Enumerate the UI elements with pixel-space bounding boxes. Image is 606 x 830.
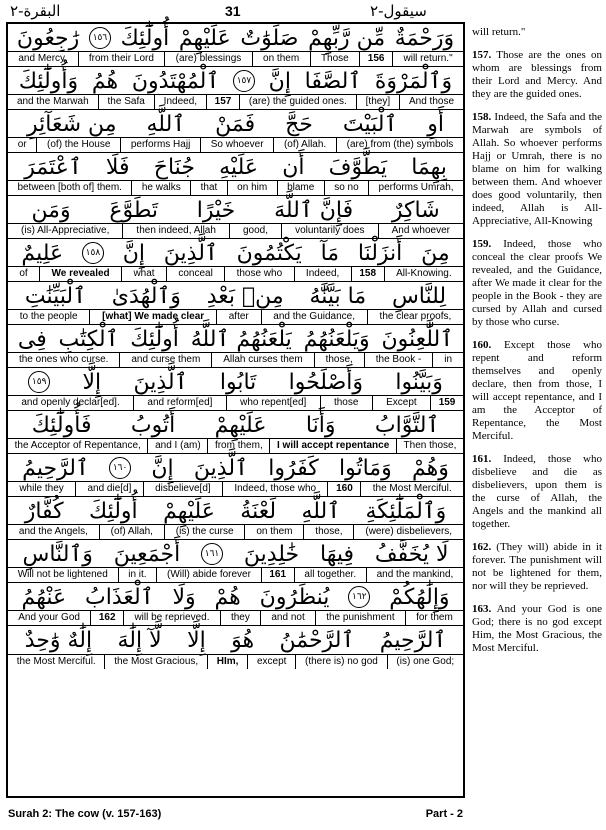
translation-commentary [472,26,602,665]
translation-word: the Book - [365,353,434,367]
verse-block [8,153,463,196]
translation-word: after [217,310,262,324]
arabic-word: ٱلرَّحِيمُ [379,627,447,653]
arabic-word: ٱلرَّحِيمُ [22,455,89,481]
commentary-paragraph [472,603,602,655]
arabic-word: ٱلتَّوَّابُ [374,412,440,438]
arabic-word: عَلَيْهِمْ [178,25,231,51]
commentary-paragraph [472,49,602,101]
verse-number-cell: 161 [262,568,295,582]
arabic-word: هُمُ [91,68,119,94]
translation-line [8,180,463,195]
commentary-text: Indeed, those who conceal the clear proofs We revealed, and the Guidance, after We made it clear for the people in the Book - they are cursed by Allah and cursed by those who curse. [472,238,602,328]
translation-word: what [122,267,167,281]
commentary-paragraph [472,541,602,593]
arabic-word: فَإِنَّ ٱللَّهَ [274,197,354,223]
translation-word: in it. [119,568,158,582]
arabic-word: ٱلْكِتَٰبِ [58,326,119,352]
commentary-text: And your God is one God; there is no god except Him, the Most Gracious, the Most Merciful. [472,603,602,654]
arabic-word: أَنزَلْنَا [357,240,403,266]
verse-number-marker: ١٥٦ [89,27,111,49]
translation-word: and not [261,611,316,625]
translation-word: And those [408,96,455,107]
arabic-word: أُولَٰٓئِكَ [120,25,170,51]
translation-word: Those [311,52,361,66]
arabic-word: عَنْهُمُ [21,584,67,610]
arabic-word: مِنۢ بَعْدِ [206,283,284,309]
arabic-word: وَأَصْلَحُوا [288,369,363,395]
arabic-word: جُنَاحَ [153,154,195,180]
arabic-word: إِلَّا [187,627,206,653]
page-number: 31 [225,3,241,19]
translation-word: that [191,181,228,195]
translation-word: on him [228,181,278,195]
translation-word: [what] We made clear [90,310,217,324]
translation-word: so no [325,181,369,195]
arabic-line [8,325,463,353]
translation-word: the Most Merciful. [372,483,452,494]
translation-word: good, [230,224,282,238]
translation-word: Indeed, those who [223,482,328,496]
verse-block [8,626,463,669]
commentary-paragraph [472,111,602,228]
translation-word: Indeed, [155,95,207,109]
translation-word: will be reprieved. [124,611,221,625]
arabic-word: عَلَيْهِمْ [214,412,267,438]
arabic-word: إِنَّ [151,455,174,481]
juz-name-header: سيقول-٢ [370,2,427,20]
arabic-word: لَا يُخَفَّفُ [374,541,449,567]
translation-word: on them [253,52,311,66]
arabic-word: يَلْعَنُهُمُ ٱللَّهُ [190,326,292,352]
translation-word: those who [225,267,294,281]
translation-word: voluntarily does [282,224,379,238]
translation-word: the ones who curse. [8,353,120,367]
arabic-word: أَجْمَعِينَ [113,541,181,567]
arabic-line [8,497,463,525]
arabic-line [8,239,463,267]
arabic-word: وَمَاتُوا [338,455,392,481]
translation-word: And whoever [391,225,450,236]
verse-block [8,368,463,411]
verse-block [8,325,463,368]
footer-part-label: Part - 2 [425,808,463,820]
translation-word: for them [416,612,453,623]
translation-word: Except [373,396,431,410]
arabic-word: لِلنَّاسِ [391,283,447,309]
verse-block [8,67,463,110]
arabic-word: كَفَرُوا [268,455,319,481]
arabic-word: وَيَلْعَنُهُمُ [303,326,370,352]
arabic-word: يَطَّوَّفَ [328,154,388,180]
commentary-verse-number: 157. [472,49,492,61]
translation-line [8,567,463,582]
translation-word: and Mercy. [8,52,79,66]
arabic-word: عَلِيمٌ [21,240,64,266]
translation-word: Indeed, [295,267,352,281]
arabic-word: أَوِ [427,111,445,137]
translation-word: the Safa [99,95,155,109]
arabic-word: مِّن رَّبِّهِمْ [308,25,386,51]
arabic-word: ٱلْبَيْتَ [342,111,398,137]
arabic-word: شَاكِرٌ [391,197,440,223]
translation-word: performs Umrah, [378,182,454,193]
arabic-word: أُولَٰٓئِكَ [130,326,179,352]
verse-number-marker: ١٥٩ [28,371,50,393]
translation-word: and reform[ed] [134,396,227,410]
translation-line [8,481,463,496]
page-header [0,0,465,22]
arabic-word: تَطَوَّعَ [109,197,159,223]
translation-word: (there is) no god [296,655,387,669]
translation-word: (of) the House [37,138,121,152]
commentary-paragraph [472,238,602,329]
translation-line [8,309,463,324]
verse-block [8,454,463,497]
word-by-word-panel [6,22,465,798]
translation-word: Will not be lightened [8,568,119,582]
arabic-word: وَمَن [31,197,71,223]
arabic-word: فَلَا [105,154,130,180]
arabic-word: أُولَٰٓئِكَ [89,498,138,524]
translation-word: while they [8,482,76,496]
commentary-verse-number: 161. [472,453,492,465]
commentary-text: will return." [472,26,526,38]
arabic-line [8,583,463,611]
translation-line [8,610,463,625]
arabic-word: بِهِمَا [411,154,447,180]
translation-word: disbelieve[d] [144,482,223,496]
commentary-text: Those are the ones on whom are blessings from their Lord and Mercy. And they are the guided ones. [472,49,602,100]
commentary-verse-number: 158. [472,111,492,123]
verse-number-marker: ١٦١ [201,543,223,565]
arabic-word: وَٱلْمَلَٰٓئِكَةِ [365,498,447,524]
translation-word: (of) Allah. [274,138,337,152]
commentary-text: (They will) abide in it forever. The punishment will not be lightened for them, nor will they be reprieved. [472,541,603,592]
translation-word: and the Marwah [8,95,99,109]
translation-word: Then those, [403,440,457,451]
page-footer [8,805,463,825]
arabic-word: هُمْ [214,584,241,610]
arabic-word: ٱلرَّحْمَٰنُ [279,627,355,653]
arabic-word: ٱلَّذِينَ [163,240,218,266]
translation-line [8,223,463,238]
translation-word: All-Knowing. [396,268,452,279]
arabic-word: إِلَٰهٌ وَٰحِدٌ [24,627,93,653]
arabic-word: خَٰلِدِينَ [243,541,300,567]
commentary-paragraph [472,339,602,443]
arabic-word: مِنَ [421,240,450,266]
translation-word: [they] [357,95,400,109]
arabic-word: وَأُولَٰٓئِكَ [18,68,79,94]
translation-word: (is) one God; [396,656,455,667]
arabic-word: فَأُولَٰٓئِكَ [31,412,92,438]
translation-word: will return." [403,53,453,64]
translation-word: to the people [8,310,90,324]
translation-word: on them [245,525,304,539]
translation-word: the clear proofs, [379,311,452,322]
translation-word: then indeed, Allah [123,224,230,238]
arabic-word: إِنَّ [268,68,291,94]
commentary-text: Indeed, those who disbelieve and die as disbelievers, upon them is the curse of Allah, the Angels and the mankind all together. [472,453,602,530]
commentary-verse-number: 160. [472,339,492,351]
translation-word: (of) Allah, [100,525,165,539]
verse-block [8,497,463,540]
arabic-line [8,368,463,396]
arabic-line [8,540,463,568]
arabic-word: ٱلْمُهْتَدُونَ [131,68,220,94]
verse-number-cell: 162 [91,611,124,625]
arabic-word: حَجَّ [285,111,313,137]
commentary-verse-number: 163. [472,603,492,615]
translation-word: from them, [208,439,270,453]
translation-line [8,352,463,367]
arabic-word: إِنَّ [122,240,145,266]
translation-line [8,51,463,66]
translation-word: (is) All-Appreciative, [8,224,123,238]
translation-word: and I (am) [148,439,208,453]
arabic-word: وَلَا [172,584,196,610]
translation-word: We revealed [40,267,122,281]
verse-number-cell: 157 [207,95,240,109]
translation-word: (were) disbelievers, [365,526,453,537]
arabic-line [8,411,463,439]
translation-line [8,524,463,539]
arabic-line [8,196,463,224]
arabic-line [8,626,463,654]
arabic-word: فِيهَا [319,541,354,567]
translation-word: and die[d] [76,482,144,496]
translation-word: those [321,396,373,410]
translation-word: in [444,354,453,365]
arabic-word: وَٱلْهُدَىٰ [111,283,181,309]
translation-line [8,94,463,109]
translation-word: blame [278,181,325,195]
verse-block [8,239,463,282]
arabic-word: كُفَّارٌ [24,498,64,524]
translation-word: (are) the guided ones. [240,95,357,109]
commentary-paragraph [472,26,602,39]
translation-word: and the Angels, [8,525,100,539]
commentary-text: Except those who repent and reform themselves and openly declare, then from those, I will accept repentance, and I am the Acceptor of Repentance, the Most Merciful. [472,339,603,442]
arabic-word: مَا بَيَّنَّٰهُ [309,283,367,309]
translation-word: the Most Merciful. [8,655,105,669]
translation-word: and the Guidance, [262,310,368,324]
translation-line [8,266,463,281]
arabic-word: يُنظَرُونَ [259,584,330,610]
arabic-line [8,282,463,310]
translation-word: (Will) abide forever [157,568,261,582]
translation-word: (are) from (the) symbols [346,139,454,150]
arabic-word: ٱللَّٰعِنُونَ [381,326,454,352]
arabic-line [8,67,463,95]
arabic-word: ٱلَّذِينَ [133,369,188,395]
translation-word: all together. [295,568,367,582]
surah-name-header: البقرة-٢ [10,2,61,20]
translation-word: and curse them [120,353,212,367]
verse-number-cell: 160 [328,482,361,496]
verse-block [8,196,463,239]
arabic-word: وَٱلنَّاسِ [22,541,93,567]
arabic-word: ٱلْعَذَابُ [85,584,154,610]
arabic-word: مِن شَعَآئِرِ [27,111,117,137]
arabic-word: فِى [17,326,47,352]
translation-word: those, [315,353,365,367]
verse-number-marker: ١٦٢ [348,586,370,608]
arabic-word: وَبَيَّنُوا [395,369,443,395]
translation-word: except [248,655,296,669]
arabic-word: لَعْنَةُ [240,498,277,524]
translation-word: between [both of] them. [8,181,132,195]
translation-word: And your God [8,611,91,625]
verse-number-marker: ١٥٨ [82,242,104,264]
translation-word: the Acceptor of Repentance, [8,439,148,453]
verse-block [8,411,463,454]
translation-word: and the mankind, [376,569,454,580]
arabic-word: وَٱلْمَرْوَةَ [374,68,453,94]
arabic-word: وَأَنَا [305,412,336,438]
translation-word: and openly declar[ed]. [8,396,134,410]
arabic-word: عَلَيْهِ [219,154,258,180]
verse-block [8,282,463,325]
translation-word: he walks [132,181,191,195]
verse-number-cell: 158 [352,267,385,281]
arabic-word: ٱلَّذِينَ [193,455,248,481]
verse-number-cell: 156 [360,52,393,66]
translation-word: from their Lord [79,52,166,66]
arabic-word: لَّآ إِلَٰهَ [117,627,162,653]
arabic-word: إِلَّا [82,369,102,395]
translation-word: those, [304,525,354,539]
arabic-word: ٱعْتَمَرَ [24,154,82,180]
verse-block [8,110,463,153]
translation-word: conceal [167,267,225,281]
arabic-word: صَلَوَٰتٌ [240,25,299,51]
arabic-word: وَإِلَٰهُكُمْ [389,584,450,610]
translation-word: HIm, [208,655,248,669]
arabic-word: تَابُوا [219,369,257,395]
translation-line [8,137,463,152]
arabic-line [8,153,463,181]
verse-number-marker: ١٥٧ [233,70,255,92]
translation-line [8,395,463,410]
translation-word: (are) blessings [165,52,252,66]
arabic-word: أَتُوبُ [130,412,176,438]
translation-line [8,438,463,453]
translation-word: I will accept repentance [270,439,397,453]
arabic-word: ٱللَّهِ [301,498,341,524]
arabic-word: أَن [282,154,305,180]
arabic-word: رَٰجِعُونَ [16,25,80,51]
arabic-word: يَكْتُمُونَ [236,240,302,266]
translation-word: So whoever [201,138,274,152]
arabic-line [8,110,463,138]
arabic-word: وَهُمْ [411,455,449,481]
arabic-word: ٱللَّهِ [146,111,186,137]
arabic-word: عَلَيْهِمْ [163,498,215,524]
arabic-word: خَيْرًا [196,197,236,223]
arabic-word: ٱلصَّفَا [304,68,362,94]
verse-block [8,583,463,626]
footer-surah-label: Surah 2: The cow (v. 157-163) [8,808,162,820]
translation-word: who repent[ed] [227,396,321,410]
translation-word: performs Hajj [121,138,201,152]
translation-word: they [221,611,261,625]
arabic-word: ٱلْبَيِّنَٰتِ [24,283,87,309]
verse-number-cell: 159 [438,397,456,408]
arabic-word: هُوَ [231,627,255,653]
commentary-verse-number: 159. [472,238,492,250]
verse-block [8,540,463,583]
verse-block [8,24,463,67]
arabic-word: فَمَنْ [215,111,256,137]
translation-word: or [8,138,37,152]
verse-number-marker: ١٦٠ [109,457,131,479]
arabic-word: مَآ [320,240,340,266]
commentary-paragraph [472,453,602,531]
arabic-line [8,454,463,482]
commentary-verse-number: 162. [472,541,492,553]
translation-word: the Most Gracious, [105,655,207,669]
commentary-text: Indeed, the Safa and the Marwah are symbols of Allah. So whoever performs Hajj or Umrah, there is no blame on him for walking between them. And whoever does good voluntarily, then indeed, Allah is All-Appreciative, All-Knowing [472,111,603,227]
translation-word: of [8,267,40,281]
translation-line [8,654,463,669]
arabic-line [8,24,463,52]
translation-word: the punishment [316,611,406,625]
arabic-word: وَرَحْمَةٌ [394,25,455,51]
translation-word: Allah curses them [212,353,314,367]
translation-word: (is) the curse [165,525,246,539]
